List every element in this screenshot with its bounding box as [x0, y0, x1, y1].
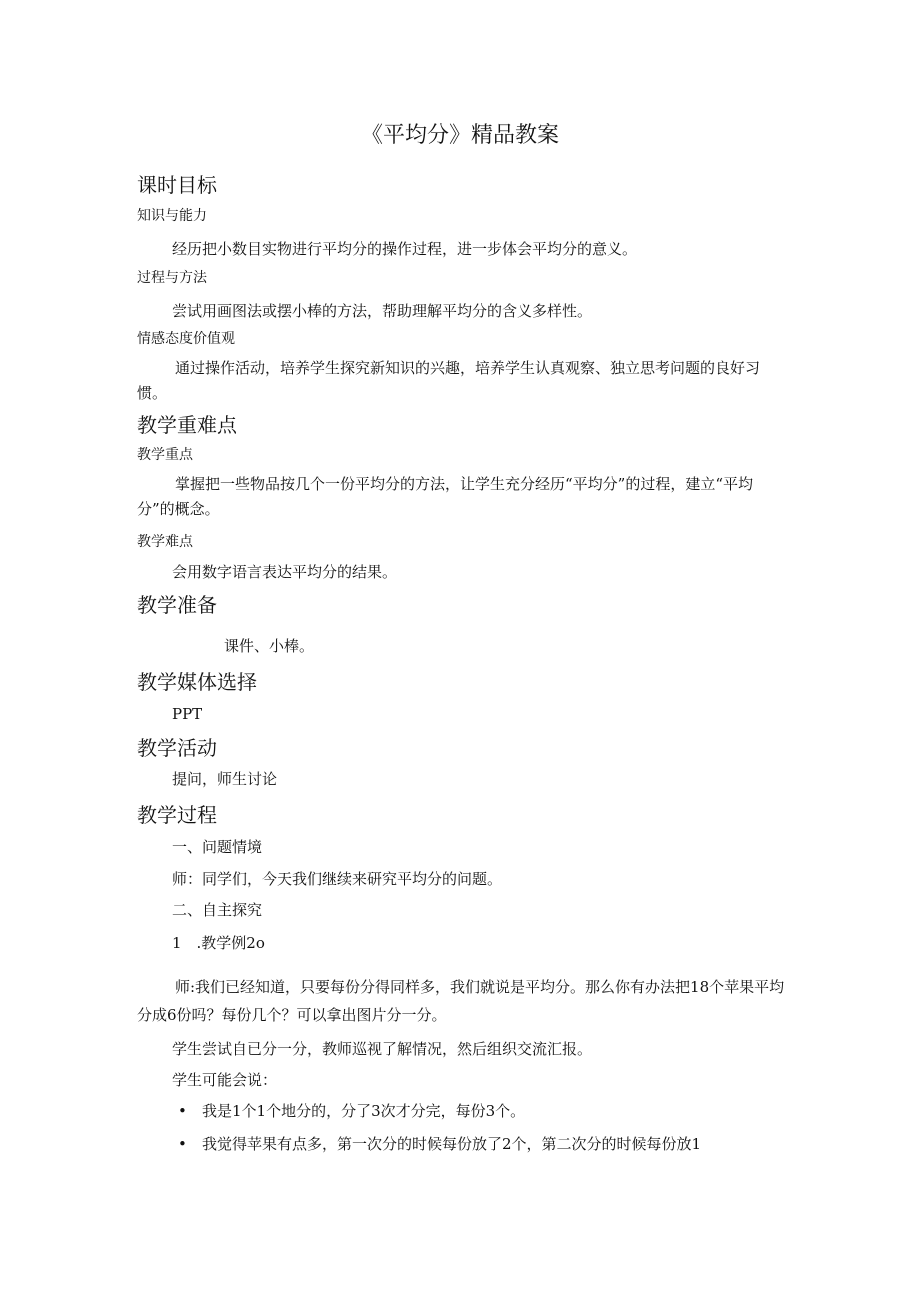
- section-heading-process: 教学过程: [137, 803, 217, 827]
- bullet-marker: •: [178, 1102, 187, 1120]
- section-heading-key-points: 教学重难点: [137, 413, 237, 437]
- subheading-key: 教学重点: [137, 447, 193, 463]
- process-teacher-paragraph: 师:我们已经知道，只要每份分得同样多，我们就说是平均分。那么你有办法把18个苹果平均分成6份吗？每份几个？可以拿出图片分一分。: [137, 978, 785, 1024]
- paragraph-preparation: 课件、小棒。: [224, 637, 315, 655]
- process-step-2: 二、自主探究: [172, 901, 263, 919]
- list-item: [178, 1100, 525, 1122]
- subheading-knowledge: 知识与能力: [137, 208, 207, 224]
- paragraph-emotion: 通过操作活动，培养学生探究新知识的兴趣，培养学生认真观察、独立思考问题的良好习惯。: [137, 359, 761, 402]
- paragraph-activity: 提问，师生讨论: [172, 770, 278, 788]
- section-heading-media: 教学媒体选择: [137, 670, 257, 694]
- list-item-text: 我觉得苹果有点多，第一次分的时候每份放了2个，第二次分的时候每份放1: [202, 1135, 702, 1153]
- process-student-try: 学生尝试自已分一分，教师巡视了解情况，然后组织交流汇报。: [172, 1040, 593, 1058]
- process-teacher-line: 师：同学们，今天我们继续来研究平均分的问题。: [172, 870, 503, 888]
- paragraph-key: 掌握把一些物品按几个一份平均分的方法，让学生充分经历“平均分”的过程，建立“平均分”的概念。: [137, 475, 754, 518]
- list-item-text: 我是1个1个地分的，分了3次才分完，每份3个。: [202, 1102, 526, 1120]
- process-example: 1 .教学例2o: [172, 934, 265, 952]
- paragraph-media: PPT: [172, 705, 203, 723]
- section-heading-objectives: 课时目标: [137, 173, 217, 197]
- section-heading-preparation: 教学准备: [137, 593, 217, 617]
- subheading-emotion: 情感态度价值观: [137, 331, 235, 347]
- section-heading-activity: 教学活动: [137, 736, 217, 760]
- paragraph-difficulty: 会用数字语言表达平均分的结果。: [172, 563, 398, 581]
- document-title: 《平均分》精品教案: [360, 123, 559, 148]
- bullet-marker: •: [178, 1135, 187, 1153]
- process-step-1: 一、问题情境: [172, 838, 263, 856]
- paragraph-method: 尝试用画图法或摆小棒的方法，帮助理解平均分的含义多样性。: [172, 302, 593, 320]
- list-item: [178, 1133, 701, 1155]
- subheading-method: 过程与方法: [137, 270, 207, 286]
- paragraph-knowledge: 经历把小数目实物进行平均分的操作过程，进一步体会平均分的意义。: [172, 240, 638, 258]
- subheading-difficulty: 教学难点: [137, 534, 193, 550]
- process-student-may: 学生可能会说：: [172, 1071, 278, 1089]
